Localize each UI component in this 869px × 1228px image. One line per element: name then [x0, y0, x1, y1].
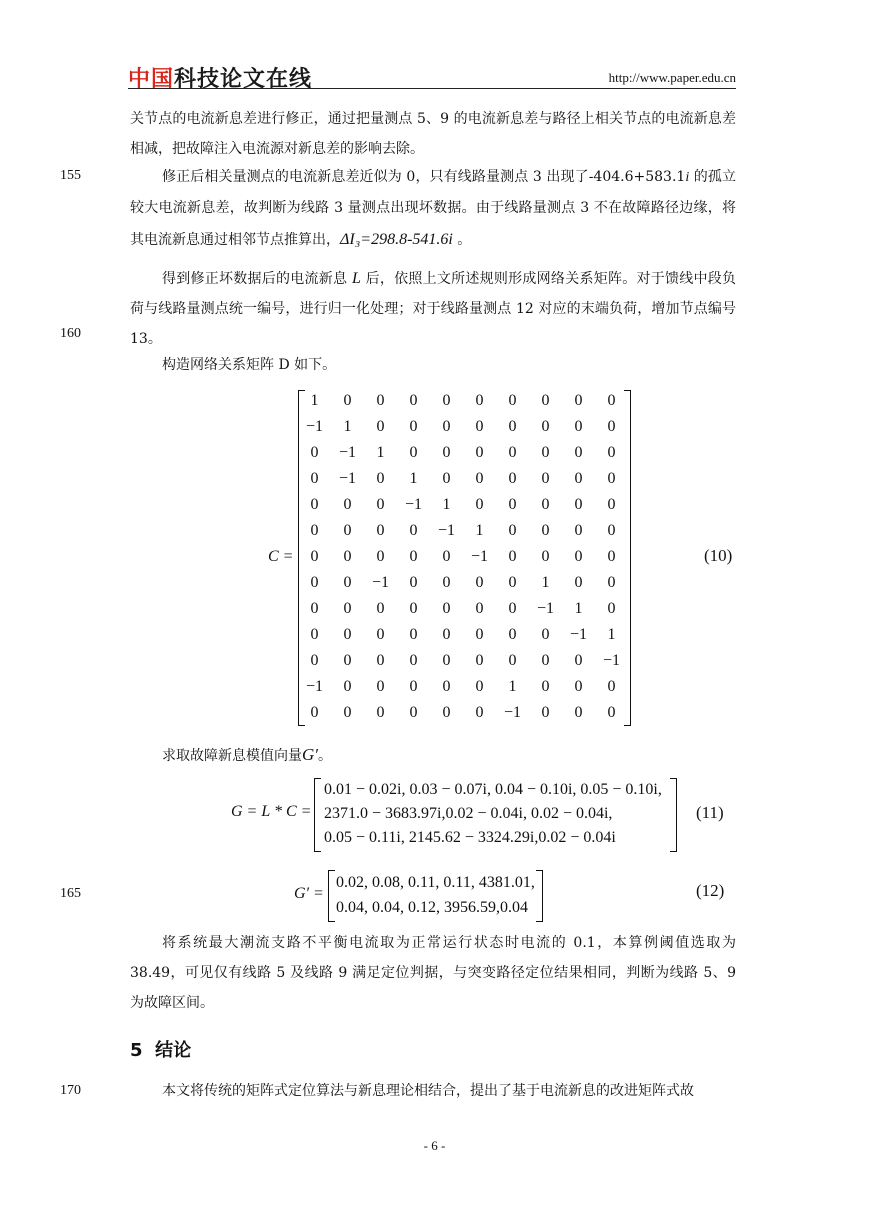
matrix-cell: 0 — [574, 574, 583, 591]
matrix-cell: 0 — [508, 418, 517, 435]
bracket-left — [314, 778, 321, 852]
matrix-cell: 0 — [541, 496, 550, 513]
matrix-cell: −1 — [305, 418, 324, 435]
matrix-cell: 0 — [607, 418, 616, 435]
matrix-cell: 0 — [475, 418, 484, 435]
matrix-cell: 0 — [409, 548, 418, 565]
matrix-cell: 0 — [574, 392, 583, 409]
header-url[interactable]: http://www.paper.edu.cn — [608, 70, 736, 85]
bracket-left — [328, 870, 335, 922]
bracket-right — [670, 778, 677, 852]
matrix-cell: 0 — [541, 626, 550, 643]
matrix-cell: −1 — [338, 444, 357, 461]
equation-12-lhs: G′ = — [294, 885, 324, 902]
matrix-cell: 0 — [310, 548, 319, 565]
matrix-cell: 0 — [376, 470, 385, 487]
matrix-cell: 0 — [574, 470, 583, 487]
matrix-cell: 0 — [310, 626, 319, 643]
matrix-cell: 0 — [310, 704, 319, 721]
matrix-cell: 0 — [310, 470, 319, 487]
page-number: - 6 - — [423, 1138, 446, 1153]
matrix-cell: 0 — [310, 444, 319, 461]
matrix-cell: −1 — [305, 678, 324, 695]
bracket-right — [536, 870, 543, 922]
matrix-cell: 0 — [541, 678, 550, 695]
matrix-cell: 0 — [607, 548, 616, 565]
matrix-cell: 0 — [475, 678, 484, 695]
journal-logo: 中国科技论文在线 — [128, 67, 313, 92]
matrix-cell: 0 — [442, 626, 451, 643]
matrix-cell: 0 — [343, 548, 352, 565]
matrix-cell: 1 — [574, 600, 583, 617]
header-divider — [128, 88, 736, 89]
matrix-cell: −1 — [536, 600, 555, 617]
matrix-cell: 0 — [475, 470, 484, 487]
matrix-cell: 0 — [343, 522, 352, 539]
matrix-cell: −1 — [338, 470, 357, 487]
matrix-cell: 0 — [376, 626, 385, 643]
matrix-cell: 0 — [541, 418, 550, 435]
equation-12-body: 0.02, 0.08, 0.11, 0.11, 4381.01, 0.04, 0.04, 0.12, 3956.59,0.04 — [336, 874, 535, 916]
matrix-cell: 0 — [508, 548, 517, 565]
matrix-cell: 0 — [310, 496, 319, 513]
matrix-cell: 0 — [376, 678, 385, 695]
matrix-cell: 0 — [475, 600, 484, 617]
paragraph: 将系统最大潮流支路不平衡电流取为正常运行状态时电流的 0.1，本算例阈值选取为 38.49，可见仅有线路 5 及线路 9 满足定位判据，与突变路径定位结果相同，判断为线路 5、9 为故障区间。 — [130, 935, 736, 1011]
matrix-cell: 0 — [343, 496, 352, 513]
section-heading: 5 结论 — [130, 1040, 192, 1061]
matrix-cell: 0 — [475, 496, 484, 513]
matrix-cell: 0 — [541, 444, 550, 461]
matrix-cell: 0 — [409, 522, 418, 539]
matrix-cell: 0 — [442, 704, 451, 721]
matrix-cell: 0 — [607, 574, 616, 591]
line-number: 165 — [60, 886, 81, 901]
matrix-cell: 0 — [343, 626, 352, 643]
matrix-cell: 0 — [607, 392, 616, 409]
matrix-cell: 0 — [376, 418, 385, 435]
matrix-cell: 0 — [508, 626, 517, 643]
matrix-cell: 0 — [343, 392, 352, 409]
matrix-cell: 1 — [343, 418, 352, 435]
paragraph: 得到修正坏数据后的电流新息 L 后，依照上文所述规则形成网络关系矩阵。对于馈线中段负荷与线路量测点统一编号，进行归一化处理；对于线路量测点 12 对应的末端负荷，增加节点编号 13。 — [130, 270, 736, 347]
matrix-cell: 0 — [607, 704, 616, 721]
equation-number: (11) — [696, 803, 724, 822]
matrix-cell: 0 — [442, 574, 451, 591]
paragraph: 修正后相关量测点的电流新息差近似为 0，只有线路量测点 3 出现了-404.6+583.1i 的孤立较大电流新息差，故判断为线路 3 量测点出现坏数据。由于线路量测点 3 不在故障路径边缘，将其电流新息通过相邻节点推算出，ΔI₃=298.8-541.6i 。 — [130, 169, 736, 248]
matrix-cell: 0 — [409, 392, 418, 409]
matrix-cell: 0 — [442, 470, 451, 487]
matrix-cell: 0 — [442, 652, 451, 669]
matrix-cell: 0 — [376, 600, 385, 617]
matrix-cell: 0 — [475, 704, 484, 721]
matrix-cell: 0 — [541, 522, 550, 539]
matrix-cell: 0 — [574, 704, 583, 721]
matrix-cell: −1 — [503, 704, 522, 721]
matrix-cell: 0 — [607, 600, 616, 617]
matrix-cell: 0 — [310, 600, 319, 617]
matrix-cell: 0 — [376, 652, 385, 669]
matrix-cell: 0 — [409, 678, 418, 695]
matrix-cell: 0 — [442, 548, 451, 565]
matrix-cell: 0 — [508, 496, 517, 513]
matrix-cell: 0 — [343, 574, 352, 591]
matrix-cell: 0 — [343, 678, 352, 695]
matrix-cell: 0 — [475, 626, 484, 643]
matrix-cell: 0 — [508, 392, 517, 409]
equation-10-lhs: C = — [268, 548, 294, 565]
paragraph: 关节点的电流新息差进行修正，通过把量测点 5、9 的电流新息差与路径上相关节点的电流新息差相减，把故障注入电流源对新息差的影响去除。 — [130, 111, 736, 157]
matrix-cell: 0 — [574, 522, 583, 539]
matrix-cell: 0 — [574, 496, 583, 513]
matrix-cell: 0 — [343, 652, 352, 669]
matrix-cell: 1 — [442, 496, 451, 513]
equation-number: (10) — [704, 546, 733, 565]
matrix-cell: 1 — [376, 444, 385, 461]
matrix-cell: 0 — [508, 600, 517, 617]
matrix-cell: −1 — [371, 574, 390, 591]
matrix-cell: 0 — [541, 392, 550, 409]
matrix-cell: 1 — [310, 392, 319, 409]
matrix-cell: 0 — [442, 678, 451, 695]
matrix-cell: 0 — [376, 522, 385, 539]
matrix-cell: 0 — [376, 392, 385, 409]
matrix-cell: 0 — [508, 470, 517, 487]
matrix-cell: 0 — [376, 548, 385, 565]
matrix-cell: 0 — [541, 470, 550, 487]
matrix-cell: 0 — [310, 652, 319, 669]
matrix-cell: 0 — [409, 600, 418, 617]
matrix-cell: 0 — [475, 574, 484, 591]
matrix-cell: 0 — [343, 600, 352, 617]
paragraph: 求取故障新息模值向量G′。 — [162, 745, 332, 764]
line-number: 155 — [60, 168, 81, 183]
matrix-cell: 0 — [574, 548, 583, 565]
matrix-cell: 0 — [607, 470, 616, 487]
matrix-cell: 0 — [409, 652, 418, 669]
matrix-cell: 0 — [508, 522, 517, 539]
matrix-cell: 0 — [541, 704, 550, 721]
matrix-cell: 0 — [508, 574, 517, 591]
matrix-cell: −1 — [569, 626, 588, 643]
matrix-cell: 1 — [607, 626, 616, 643]
matrix-cell: 0 — [376, 496, 385, 513]
matrix-C — [298, 388, 628, 726]
matrix-cell: 0 — [409, 704, 418, 721]
matrix-cell: 0 — [409, 574, 418, 591]
matrix-cell: 0 — [343, 704, 352, 721]
paragraph: 构造网络关系矩阵 D 如下。 — [162, 357, 337, 373]
matrix-cell: 1 — [409, 470, 418, 487]
matrix-cell: 0 — [475, 444, 484, 461]
matrix-cell: 0 — [409, 444, 418, 461]
matrix-cell: 0 — [541, 548, 550, 565]
matrix-cell: 0 — [310, 574, 319, 591]
matrix-cell: 1 — [475, 522, 484, 539]
matrix-cell: 0 — [310, 522, 319, 539]
matrix-cell: 0 — [475, 652, 484, 669]
matrix-cell: 0 — [376, 704, 385, 721]
matrix-cell: −1 — [470, 548, 489, 565]
matrix-cell: −1 — [404, 496, 423, 513]
matrix-cell: 0 — [541, 652, 550, 669]
matrix-cell: 0 — [574, 678, 583, 695]
matrix-cell: 0 — [574, 444, 583, 461]
matrix-cell: 0 — [442, 392, 451, 409]
matrix-cell: 0 — [442, 444, 451, 461]
matrix-cell: −1 — [437, 522, 456, 539]
line-number: 170 — [60, 1083, 81, 1098]
matrix-cell: 0 — [442, 600, 451, 617]
matrix-cell: 0 — [607, 522, 616, 539]
line-number: 160 — [60, 326, 81, 341]
equation-11-body: 0.01 − 0.02i, 0.03 − 0.07i, 0.04 − 0.10i, 0.05 − 0.10i, 2371.0 − 3683.97i,0.02 − 0.04i, 0.02 − 0.04i, 0.05 − 0.11i, 2145.62 − 3324.29i,0.02 − 0.04i — [324, 781, 662, 846]
matrix-cell: 0 — [574, 418, 583, 435]
matrix-cell: 0 — [409, 418, 418, 435]
matrix-cell: −1 — [602, 652, 621, 669]
matrix-cell: 1 — [508, 678, 517, 695]
equation-11-lhs: G = L * C = — [231, 803, 312, 820]
matrix-cell: 0 — [574, 652, 583, 669]
matrix-cell: 0 — [508, 444, 517, 461]
matrix-cell: 0 — [475, 392, 484, 409]
matrix-cell: 1 — [541, 574, 550, 591]
matrix-cell: 0 — [409, 626, 418, 643]
matrix-cell: 0 — [607, 678, 616, 695]
inline-formula: ΔI₃=298.8-541.6i — [340, 231, 453, 248]
matrix-cell: 0 — [442, 418, 451, 435]
matrix-cell: 0 — [508, 652, 517, 669]
equation-number: (12) — [696, 881, 725, 900]
paragraph: 本文将传统的矩阵式定位算法与新息理论相结合，提出了基于电流新息的改进矩阵式故 — [162, 1083, 694, 1099]
matrix-cell: 0 — [607, 444, 616, 461]
matrix-right-bracket — [624, 390, 631, 726]
matrix-cell: 0 — [607, 496, 616, 513]
